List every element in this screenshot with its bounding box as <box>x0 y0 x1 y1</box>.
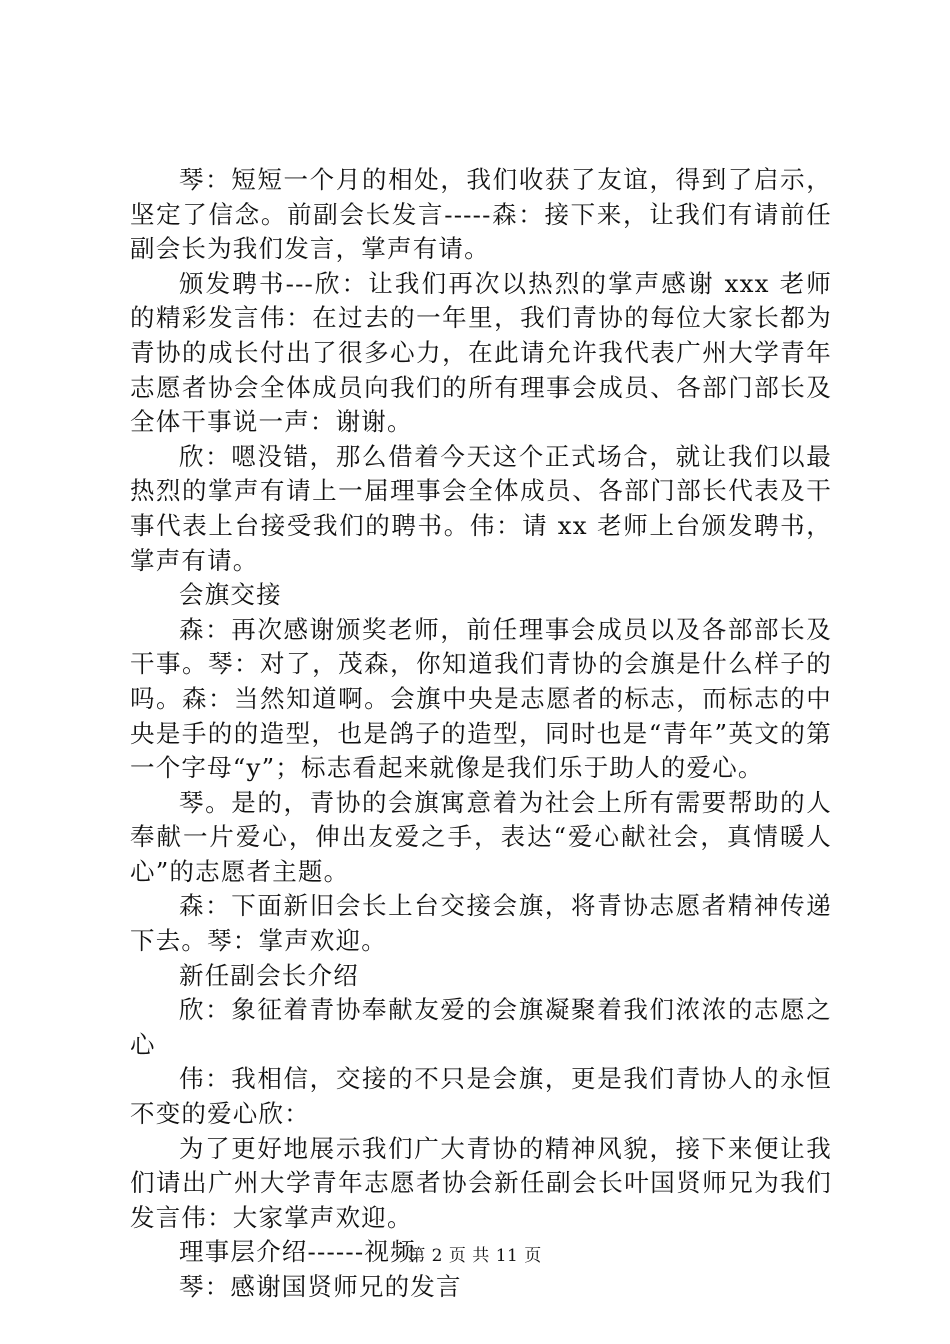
paragraph: 琴：短短一个月的相处，我们收获了友谊，得到了启示，坚定了信念。前副会长发言-----森：接下来，让我们有请前任副会长为我们发言，掌声有请。 <box>130 165 832 264</box>
section-heading: 琴：感谢国贤师兄的发言 <box>179 1272 462 1301</box>
paragraph: 欣：象征着青协奉献友爱的会旗凝聚着我们浓浓的志愿之心 <box>130 995 832 1059</box>
paragraph: 森：下面新旧会长上台交接会旗，将青协志愿者精神传递下去。琴：掌声欢迎。 <box>130 891 832 956</box>
paragraph: 为了更好地展示我们广大青协的精神风貌，接下来便让我们请出广州大学青年志愿者协会新任副会长叶国贤师兄为我们发言伟：大家掌声欢迎。 <box>130 1133 832 1232</box>
section-heading: 理事层介绍------视频 <box>179 1237 416 1267</box>
paragraph: 森：再次感谢颁奖老师，前任理事会成员以及各部部长及干事。琴：对了，茂森，你知道我们青协的会旗是什么样子的吗。森：当然知道啊。会旗中央是志愿者的标志，而标志的中央是手的的造型，也是鸽子的造型，同时也是“青年”英文的第一个字母“y”；标志看起来就像是我们乐于助人的爱心。 <box>130 614 832 783</box>
paragraph: 琴。是的，青协的会旗寓意着为社会上所有需要帮助的人奉献一片爱心，伸出友爱之手，表达“爱心献社会，真情暖人心”的志愿者主题。 <box>130 787 832 886</box>
paragraph: 颁发聘书---欣：让我们再次以热烈的掌声感谢 xxx 老师的精彩发言伟：在过去的一年里，我们青协的每位大家长都为青协的成长付出了很多心力，在此请允许我代表广州大学青年志愿者协会全体成员向我们的所有理事会成员、各部门部长及全体干事说一声：谢谢。 <box>130 268 832 437</box>
section-heading: 会旗交接 <box>179 580 282 610</box>
page-number-footer: 第 2 页 共 11 页 <box>408 1246 542 1266</box>
paragraph: 伟：我相信，交接的不只是会旗，更是我们青协人的永恒不变的爱心欣： <box>130 1064 832 1129</box>
section-heading: 新任副会长介绍 <box>179 960 359 990</box>
body-text <box>130 163 832 1305</box>
paragraph: 欣：嗯没错，那么借着今天这个正式场合，就让我们以最热烈的掌声有请上一届理事会全体成员、各部门部长代表及干事代表上台接受我们的聘书。伟：请 xx 老师上台颁发聘书，掌声有请。 <box>130 441 832 575</box>
